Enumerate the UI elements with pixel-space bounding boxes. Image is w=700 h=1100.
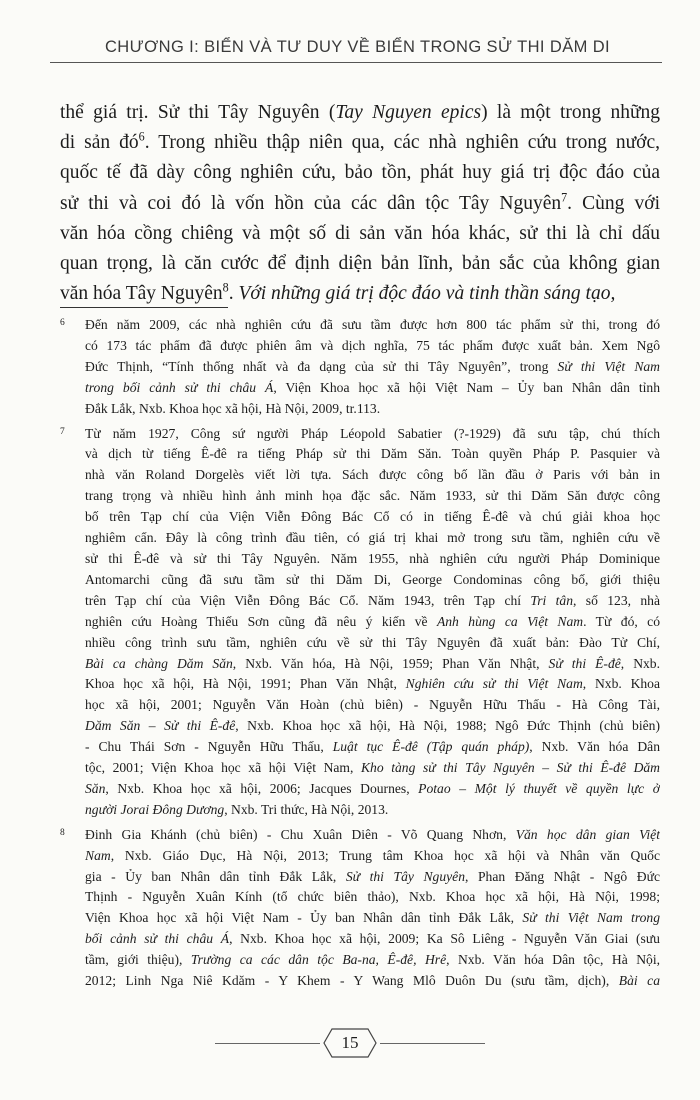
body-line: văn hóa Tây Nguyên$^8$. Với những giá trị độc đáo và tinh thần sáng tạo,	[60, 280, 616, 305]
footnote-ref[interactable]: 8	[222, 280, 229, 295]
footnote-7: 7 Từ năm 1927, Công sứ người Pháp Léopold Sabatier (?-1929) đã sưu tập, chú thích và dịch từ tiếng Ê-đê ra tiếng Pháp sử thi Dăm Săn. Toàn quyền Pháp P. Pasquier và nhà văn Roland Dorgelès viết lời tựa. Sách được công bố lần đầu ở Paris với bản in trang trọng và nhiều hình ảnh minh họa đặc sắc. Năm 1933, sử thi Dăm Săn được công bố trên Tạp chí của Viện Viễn Đông Bác Cổ có in tiếng Ê-đê và chú giải khoa học nghiêm cẩn. Đây là công trình đầu tiên, có giá trị khai mở trong sưu tầm, nghiên cứu về sử thi Ê-đê và sử thi Tây Nguyên. Năm 1955, nhà nghiên cứu người Pháp Dominique Antomarchi cũng đã sưu tầm sử thi Dăm Di, George Condominas công bố, giới thiệu trên Tạp chí của Viện Viễn Đông Bác Cổ. Năm 1943, trên Tạp chí Tri tân, số 123, nhà nghiên cứu Hoàng Thiếu Sơn cũng đã nêu ý kiến về Anh hùng ca Việt Nam. Từ đó, có nhiều công trình sưu tầm, nghiên cứu về sử thi Tây Nguyên đã xuất bản: Đào Tử Chí, Bài ca chàng Dăm Săn, Nxb. Văn hóa, Hà Nội, 1959; Phan Văn Nhật, Sử thi Ê-đê, Nxb. Khoa học xã hội, Hà Nội, 1991; Phan Văn Nhật, Nghiên cứu sử thi Việt Nam, Nxb. Khoa học xã hội, 2001; Nguyễn Văn Hoàn (chủ biên) - Nguyễn Hữu Thấu - Hà Công Tài, Dăm Săn – Sử thi Ê-đê, Nxb. Khoa học xã hội, Hà Nội, 1988; Ngô Đức Thịnh (chủ biên) - Chu Thái Sơn - Nguyễn Hữu Thấu, Luật tục Ê-đê (Tập quán pháp), Nxb. Văn hóa Dân tộc, 2001; Viện Khoa học xã hội Việt Nam, Kho tàng sử thi Tây Nguyên – Sử thi Ê-đê Dăm Săn, Nxb. Khoa học xã hội, 2006; Jacques Dournes, Potao – Một lý thuyết về quyền lực ở người Jorai Đông Dương, Nxb. Tri thức, Hà Nội, 2013.	[60, 424, 660, 821]
body-line: thể giá trị. Sử thi Tây Nguyên (Tay Nguyen epics) là một trong những	[60, 102, 661, 123]
body-line: quốc tế đã dày công nghiên cứu, bảo tồn, phát huy giá trị độc đáo của	[60, 162, 660, 184]
body-line: di sản $đó^6$. Trong nhiều thập niên qua, các nhà nghiên cứu trong nước,	[60, 129, 660, 154]
footnote-number: 6	[60, 318, 65, 328]
footnotes	[60, 315, 660, 996]
body-line: sử thi và coi đó là vốn hồn của các dân tộc Tây Nguyên$^7$. Cùng với	[60, 190, 660, 214]
ornament-line-right	[380, 1043, 485, 1044]
body-line: quan trọng, là căn cước để định diện bản lĩnh, bản sắc của không gian	[60, 253, 660, 275]
header-rule	[50, 62, 662, 63]
footnote-8: 8 Đinh Gia Khánh (chủ biên) - Chu Xuân Diên - Võ Quang Nhơn, Văn học dân gian Việt Nam, Nxb. Giáo Dục, Hà Nội, 2013; Trung tâm Khoa học xã hội và Nhân văn Quốc gia - Ủy ban Nhân dân tỉnh Đắk Lắk, Sử thi Tây Nguyên, Phan Đăng Nhật - Ngô Đức Thịnh - Nguyễn Xuân Kính (tổ chức biên thảo), Nxb. Khoa học xã hội, Hà Nội, 1998; Viện Khoa học xã hội Việt Nam - Ủy ban Nhân dân tỉnh Đắk Lắk, Sử thi Việt Nam trong bối cảnh sử thi châu Á, Nxb. Khoa học xã hội, 2009; Ka Sô Liêng - Nguyễn Văn Giai (sưu tầm, giới thiệu), Trường ca các dân tộc Ba-na, Ê-đê, Hrê, Nxb. Văn hóa Dân tộc, Hà Nội, 2012; Linh Nga Niê Kdăm - Y Khem - Y Wang Mlô Duôn Du (sưu tầm, dịch), Bài ca	[60, 825, 660, 992]
body-line: văn hóa cồng chiêng và một số di sản văn hóa khác, sử thi là chỉ dấu	[60, 222, 660, 244]
footnote-6: 6 Đến năm 2009, các nhà nghiên cứu đã sưu tầm được hơn 800 tác phẩm sử thi, trong đó có 173 tác phẩm đã được phiên âm và dịch nghĩa, 75 tác phẩm được xuất bản. Xem Ngô Đức Thịnh, “Tính thống nhất và đa dạng của sử thi Tây Nguyên”, trong Sử thi Việt Nam trong bối cảnh sử thi châu Á, Viện Khoa học xã hội Việt Nam – Ủy ban Nhân dân tỉnh Đắk Lắk, Nxb. Khoa học xã hội, Hà Nội, 2009, tr.113.	[60, 315, 660, 420]
page-number-ornament	[0, 1025, 700, 1061]
running-header: CHƯƠNG I: BIỂN VÀ TƯ DUY VỀ BIỂN TRONG SỬ THI DĂM DI	[104, 38, 611, 56]
body-paragraph	[60, 98, 660, 309]
footnote-ref[interactable]: 6	[138, 129, 145, 144]
page-number: 15	[341, 1033, 359, 1052]
footnote-rule	[60, 307, 228, 308]
ornament-line-left	[215, 1043, 320, 1044]
footnote-number: 7	[60, 426, 65, 437]
footnote-number: 8	[60, 827, 65, 838]
page-number-badge	[320, 1025, 380, 1061]
footnote-ref[interactable]: 7	[561, 190, 568, 205]
